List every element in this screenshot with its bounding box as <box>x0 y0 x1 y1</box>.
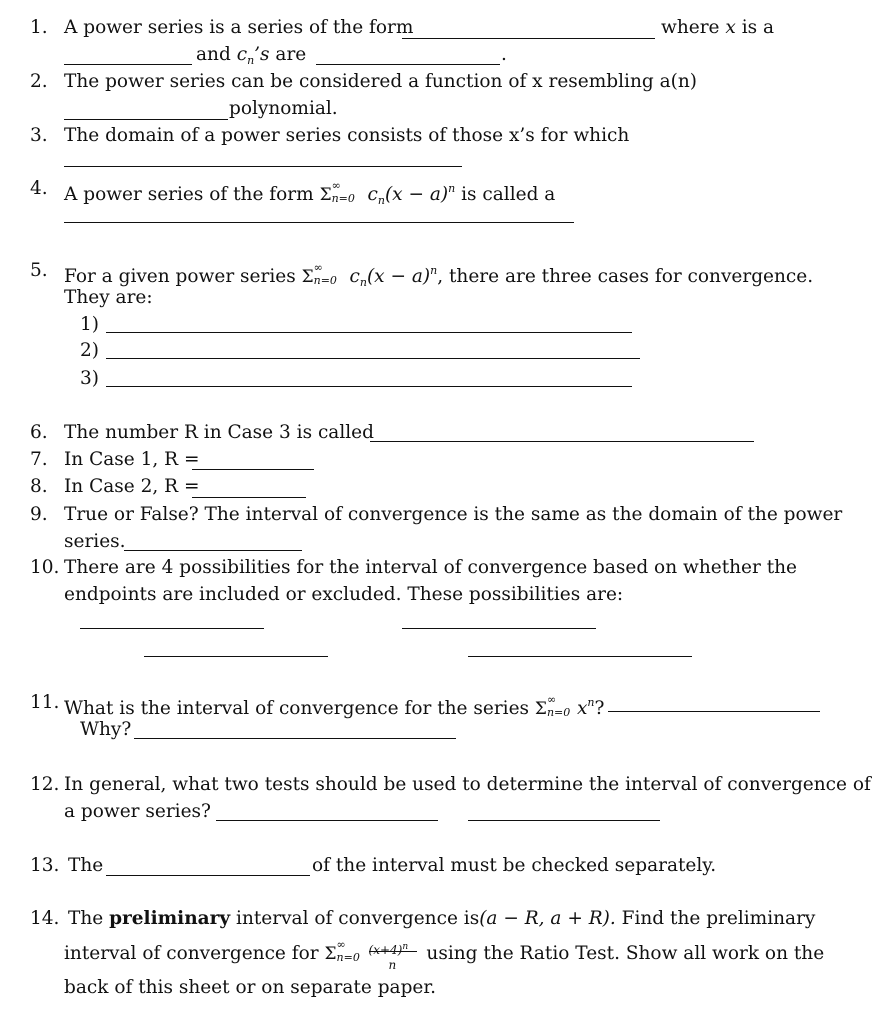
q1-text: A power series is a series of the form <box>64 17 414 38</box>
q5-case-3: 3) <box>80 368 99 389</box>
q5-blank-case-1[interactable] <box>106 332 632 333</box>
q11-blank-why[interactable] <box>134 738 456 739</box>
q7-line: 7. In Case 1, R = <box>30 449 200 470</box>
q8-blank[interactable] <box>192 497 306 498</box>
q1-period: . <box>501 44 507 65</box>
q2-tail: polynomial. <box>229 98 338 119</box>
q3-blank[interactable] <box>64 166 462 167</box>
q1-tail: where x is a <box>661 17 775 38</box>
q14-line1: 14. The preliminary interval of convergence is(a − R, a + R). Find the preliminary <box>30 908 816 929</box>
q12-blank-1[interactable] <box>216 820 438 821</box>
q10-line2: endpoints are included or excluded. These possibilities are: <box>64 584 624 605</box>
q11-why: Why? <box>80 719 132 740</box>
q12-blank-2[interactable] <box>468 820 660 821</box>
q10-blank-1[interactable] <box>80 628 264 629</box>
q9-line1: 9. True or False? The interval of convergence is the same as the domain of the power <box>30 504 843 525</box>
q12-line1: 12. In general, what two tests should be used to determine the interval of convergence of <box>30 774 871 795</box>
q5-blank-case-3[interactable] <box>106 386 632 387</box>
q10-blank-4[interactable] <box>468 656 692 657</box>
q4-blank[interactable] <box>64 222 574 223</box>
q2-blank[interactable] <box>64 119 228 120</box>
q12-line2: a power series? <box>64 801 211 822</box>
q11-line1: 11. What is the interval of convergence for the series Σ ∞ n=0 $x^n$? <box>30 692 605 719</box>
q10-blank-3[interactable] <box>144 656 328 657</box>
q1-blank-cn-are[interactable] <box>316 64 500 65</box>
q5-case-2: 2) <box>80 340 99 361</box>
q5-blank-case-2[interactable] <box>106 358 640 359</box>
q1-line1 <box>30 16 414 40</box>
q3-line1: 3. The domain of a power series consists of those x’s for which <box>30 125 630 146</box>
q14-bold-word: preliminary <box>109 908 231 929</box>
q11-blank-interval[interactable] <box>608 711 820 712</box>
q9-blank[interactable] <box>124 550 302 551</box>
q14-line2: interval of convergence for Σ ∞ n=0 $(x+4)^n$ n using the Ratio Test. Show all work on the <box>64 938 825 972</box>
q10-blank-2[interactable] <box>402 628 596 629</box>
q5-line2: They are: <box>64 287 153 308</box>
q1-blank-x-is-a[interactable] <box>64 64 192 65</box>
q13-blank[interactable] <box>106 875 310 876</box>
q1-blank-form[interactable] <box>402 38 655 39</box>
q13-tail: of the interval must be checked separately. <box>312 855 717 876</box>
q13-line: 13. The <box>30 855 104 876</box>
q6-blank[interactable] <box>370 441 754 442</box>
q14-fraction: $(x+4)^n$ n <box>369 941 421 965</box>
q6-line: 6. The number R in Case 3 is called <box>30 422 374 443</box>
q14-line3: back of this sheet or on separate paper. <box>64 977 437 998</box>
q5-line1: 5. For a given power series Σ ∞ n=0 $c_n(x - a)^n$, there are three cases for convergence. <box>30 260 814 289</box>
q4-line1: 4. A power series of the form Σ ∞ n=0 $c_n(x - a)^n$ is called a <box>30 178 556 207</box>
sigma-symbol: Σ <box>319 185 332 205</box>
q7-blank[interactable] <box>192 469 314 470</box>
q10-line1: 10. There are 4 possibilities for the interval of convergence based on whether the <box>30 557 798 578</box>
q8-line: 8. In Case 2, R = <box>30 476 200 497</box>
q1-number: 1. <box>30 17 48 38</box>
q9-line2: series. <box>64 531 126 552</box>
q2-line1: 2. The power series can be considered a function of x resembling a(n) <box>30 71 697 92</box>
q5-case-1: 1) <box>80 314 99 335</box>
q1-line2: and $c_n’s$ are <box>196 44 307 67</box>
